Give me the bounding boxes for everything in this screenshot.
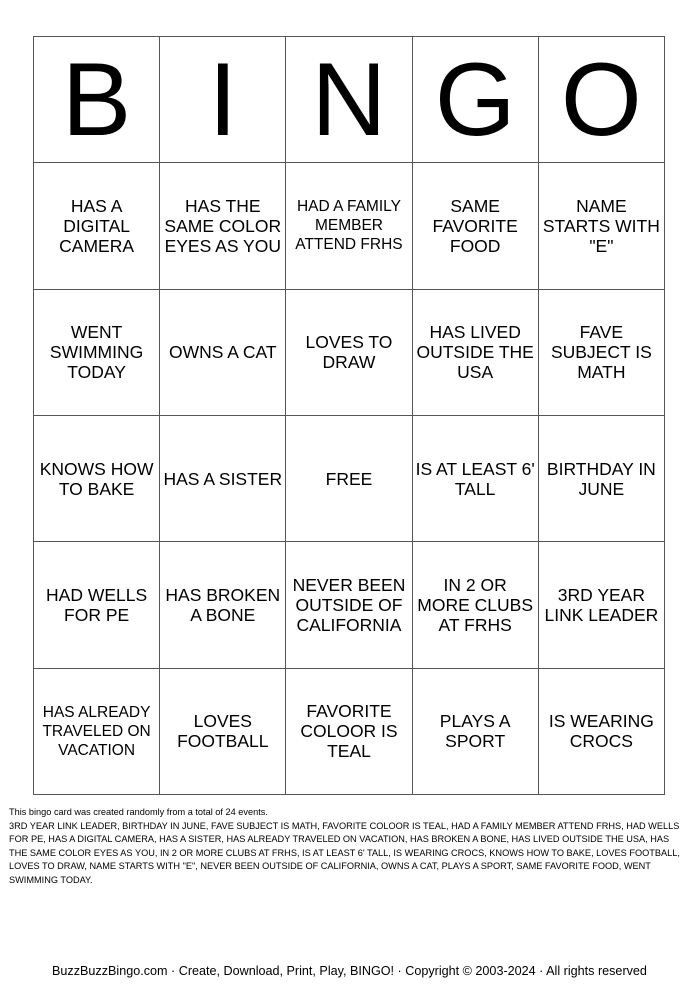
bingo-cell: BIRTHDAY IN JUNE [538,415,664,541]
bingo-cell: HAS BROKEN A BONE [160,542,286,668]
bingo-cell: 3RD YEAR LINK LEADER [538,542,664,668]
bingo-cell: KNOWS HOW TO BAKE [34,415,160,541]
card-notes [9,806,689,887]
bingo-cell: HAS THE SAME COLOR EYES AS YOU [160,163,286,289]
bingo-row-1 [34,163,665,289]
bingo-cell: IS AT LEAST 6' TALL [412,415,538,541]
bingo-cell: HAS ALREADY TRAVELED ON VACATION [34,668,160,794]
bingo-cell: HAD A FAMILY MEMBER ATTEND FRHS [286,163,412,289]
page-footer: BuzzBuzzBingo.com · Create, Download, Print, Play, BINGO! · Copyright © 2003-2024 · All rights reserved [52,964,647,978]
bingo-cell: NEVER BEEN OUTSIDE OF CALIFORNIA [286,542,412,668]
notes-intro: This bingo card was created randomly from a total of 24 events. [9,807,268,817]
header-letter-i: I [160,37,286,163]
header-letter-o: O [538,37,664,163]
bingo-cell: IN 2 OR MORE CLUBS AT FRHS [412,542,538,668]
bingo-cell: LOVES TO DRAW [286,289,412,415]
notes-events-list: 3RD YEAR LINK LEADER, BIRTHDAY IN JUNE, FAVE SUBJECT IS MATH, FAVORITE COLOOR IS TEAL, HAD A FAMILY MEMBER ATTEND FRHS, HAD WELLS FOR PE, HAS A DIGITAL CAMERA, HAS A SISTER, HAS ALREADY TRAVELED ON VACATION, HAS BROKEN A BONE, HAS LIVED OUTSIDE THE USA, HAS THE SAME COLOR EYES AS YOU, IN 2 OR MORE CLUBS AT FRHS, IS AT LEAST 6' TALL, IS WEARING CROCS, KNOWS HOW TO BAKE, LOVES FOOTBALL, LOVES TO DRAW, NAME STARTS WITH "E", NEVER BEEN OUTSIDE OF CALIFORNIA, OWNS A CAT, PLAYS A SPORT, SAME FAVORITE FOOD, WENT SWIMMING TODAY. [9,820,680,885]
bingo-card [33,36,665,795]
bingo-row-4 [34,542,665,668]
header-letter-g: G [412,37,538,163]
bingo-cell: SAME FAVORITE FOOD [412,163,538,289]
bingo-cell: HAS A DIGITAL CAMERA [34,163,160,289]
bingo-header-row [34,37,665,163]
bingo-row-5 [34,668,665,794]
bingo-cell: IS WEARING CROCS [538,668,664,794]
bingo-cell: WENT SWIMMING TODAY [34,289,160,415]
bingo-cell: PLAYS A SPORT [412,668,538,794]
bingo-row-2 [34,289,665,415]
bingo-free-cell: FREE [286,415,412,541]
bingo-cell: LOVES FOOTBALL [160,668,286,794]
bingo-cell: HAD WELLS FOR PE [34,542,160,668]
bingo-cell: FAVORITE COLOOR IS TEAL [286,668,412,794]
bingo-cell: HAS A SISTER [160,415,286,541]
bingo-row-3 [34,415,665,541]
bingo-cell: OWNS A CAT [160,289,286,415]
header-letter-n: N [286,37,412,163]
bingo-cell: NAME STARTS WITH "E" [538,163,664,289]
bingo-cell: FAVE SUBJECT IS MATH [538,289,664,415]
header-letter-b: B [34,37,160,163]
bingo-cell: HAS LIVED OUTSIDE THE USA [412,289,538,415]
